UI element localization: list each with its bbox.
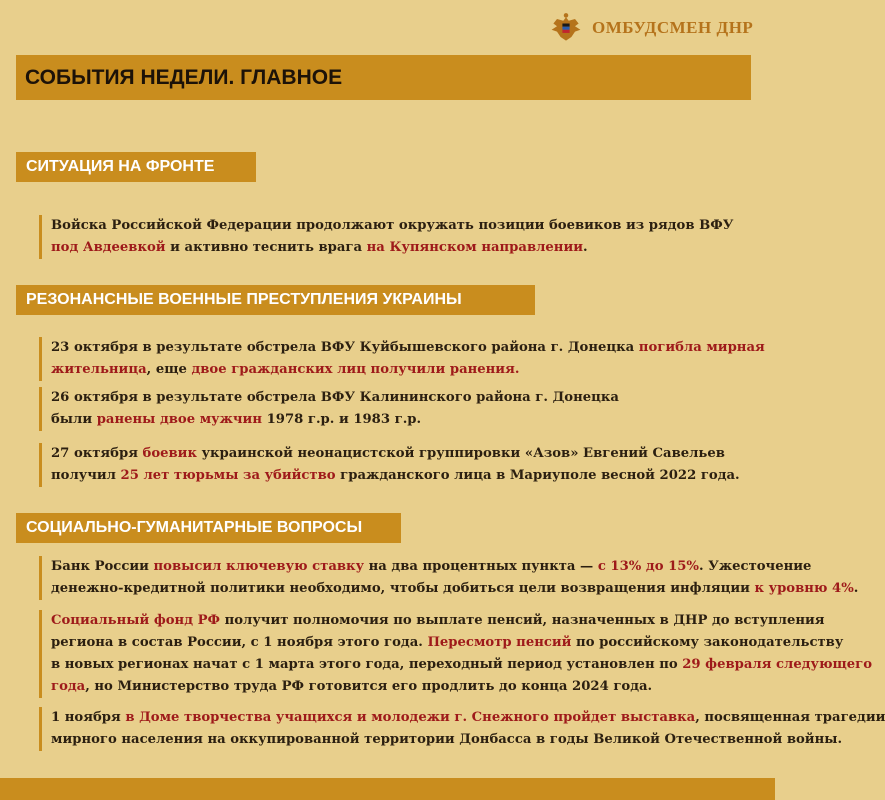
item-line <box>51 465 740 487</box>
brand-name: ОМБУДСМЕН ДНР <box>592 18 754 37</box>
item-line <box>51 387 619 409</box>
body-text: на два процентных пункта — <box>364 559 598 574</box>
news-item <box>39 443 740 487</box>
body-text: и активно теснить врага <box>165 240 367 255</box>
news-item <box>39 337 765 381</box>
body-text: получил <box>51 468 121 483</box>
highlight-text: под Авдеевкой <box>51 240 166 255</box>
highlight-text: в Доме творчества учащихся и молодежи г. Снежного пройдет выставка <box>125 710 696 725</box>
body-text: 27 октября <box>51 446 143 461</box>
body-text: денежно-кредитной политики необходимо, чтобы добиться цели возвращения инфляции <box>51 581 755 596</box>
highlight-text: повысил ключевую ставку <box>153 559 365 574</box>
item-line <box>51 359 765 381</box>
page-title: СОБЫТИЯ НЕДЕЛИ. ГЛАВНОЕ <box>16 55 751 100</box>
brand <box>548 10 753 46</box>
item-line <box>51 443 740 465</box>
body-text: в новых регионах начат с 1 марта этого года, переходный период установлен по <box>51 657 683 672</box>
item-line <box>51 729 885 751</box>
body-text: , посвященная трагедии <box>695 710 885 725</box>
highlight-text: с 13% до 15% <box>597 559 699 574</box>
body-text: украинской неонацистской группировки «Азов» Евгений Савельев <box>196 446 725 461</box>
body-text: региона в состав России, с 1 ноября этого года. <box>51 635 428 650</box>
item-line <box>51 556 858 578</box>
body-text: . <box>583 240 588 255</box>
highlight-text: Пересмотр пенсий <box>427 635 572 650</box>
body-text: , еще <box>146 362 192 377</box>
highlight-text: к уровню 4% <box>754 581 854 596</box>
body-text: 26 октября в результате обстрела ВФУ Калининского района г. Донецка <box>51 390 619 405</box>
body-text: 23 октября в результате обстрела ВФУ Куйбышевского района г. Донецка <box>51 340 639 355</box>
body-text: Войска Российской Федерации продолжают окружать позиции боевиков из рядов ВФУ <box>51 218 734 233</box>
item-line <box>51 215 733 237</box>
item-line <box>51 237 733 259</box>
body-text: . Ужесточение <box>698 559 812 574</box>
section-heading-front: СИТУАЦИЯ НА ФРОНТЕ <box>16 152 256 182</box>
news-item <box>39 707 885 751</box>
body-text: 1 ноября <box>51 710 126 725</box>
highlight-text: Социальный фонд РФ <box>51 613 221 628</box>
item-line <box>51 676 872 698</box>
body-text: по российскому законодательству <box>571 635 844 650</box>
news-item <box>39 387 619 431</box>
body-text: были <box>51 412 97 427</box>
item-line <box>51 654 872 676</box>
body-text: Банк России <box>51 559 154 574</box>
item-line <box>51 610 872 632</box>
item-line <box>51 632 872 654</box>
item-line <box>51 337 765 359</box>
body-text: гражданского лица в Мариуполе весной 2022 года. <box>335 468 740 483</box>
body-text: мирного населения на оккупированной территории Донбасса в годы Великой Отечественной войны. <box>51 732 843 747</box>
highlight-text: 25 лет тюрьмы за убийство <box>120 468 336 483</box>
news-item <box>39 215 733 259</box>
body-text: получит полномочия по выплате пенсий, назначенных в ДНР до вступления <box>220 613 825 628</box>
item-line <box>51 578 858 600</box>
section-heading-social: СОЦИАЛЬНО-ГУМАНИТАРНЫЕ ВОПРОСЫ <box>16 513 401 543</box>
highlight-text: на Купянском направлении <box>366 240 584 255</box>
highlight-text: года <box>51 679 86 694</box>
body-text: . <box>853 581 859 596</box>
footer-bar <box>0 778 775 800</box>
item-line <box>51 409 619 431</box>
highlight-text: двое гражданских лиц получили ранения. <box>191 362 520 377</box>
highlight-text: ранены двое мужчин <box>96 412 262 427</box>
body-text: , но Министерство труда РФ готовится его продлить до конца 2024 года. <box>85 679 653 694</box>
eagle-emblem-icon <box>548 10 584 46</box>
highlight-text: погибла мирная <box>638 340 765 355</box>
news-item <box>39 556 858 600</box>
body-text: 1978 г.р. и 1983 г.р. <box>262 412 422 427</box>
news-item <box>39 610 872 698</box>
highlight-text: жительница <box>51 362 147 377</box>
highlight-text: 29 февраля следующего <box>682 657 873 672</box>
section-heading-crimes: РЕЗОНАНСНЫЕ ВОЕННЫЕ ПРЕСТУПЛЕНИЯ УКРАИНЫ <box>16 285 535 315</box>
item-line <box>51 707 885 729</box>
highlight-text: боевик <box>142 446 197 461</box>
